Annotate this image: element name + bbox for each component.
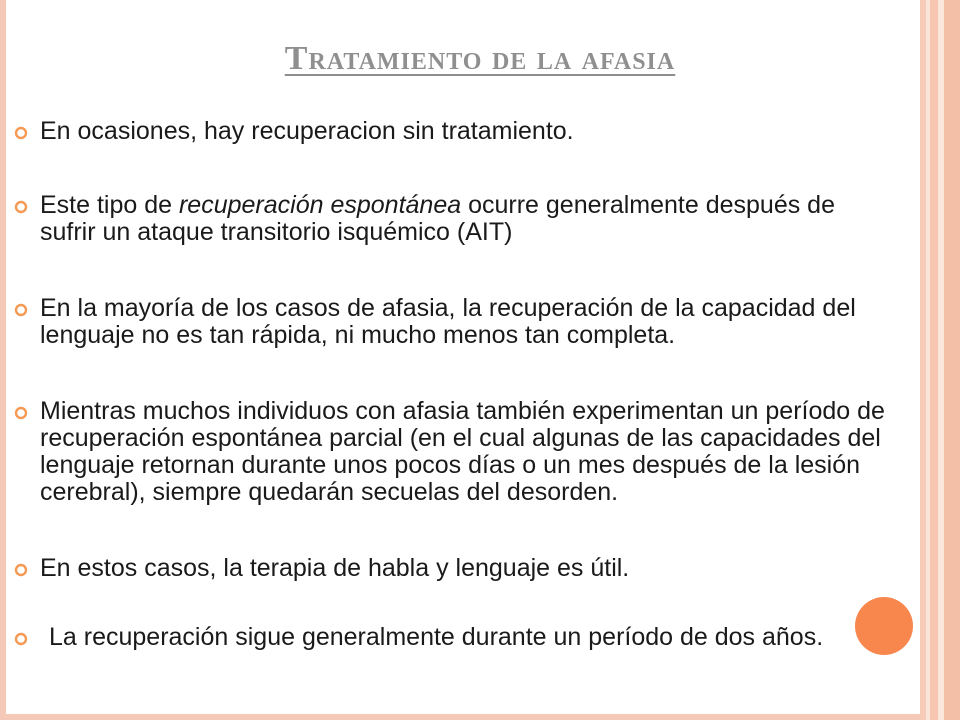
slide-title: Tratamiento de la afasia [284,40,676,77]
left-border [0,0,6,720]
circle-bullet-icon [14,200,28,214]
right-stripe [944,0,960,720]
bullet-text: La recuperación sigue generalmente durante un período de dos años. [49,623,824,651]
circle-bullet-icon [14,126,28,140]
bullet-text: En estos casos, la terapia de habla y lenguaje es útil. [40,554,630,582]
bullet-item [14,624,894,651]
bullet-item [14,192,894,246]
bullet-item [14,398,894,506]
circle-bullet-icon [14,303,28,317]
bottom-border [0,714,920,720]
circle-bullet-icon [14,632,28,646]
bullet-item [14,555,894,582]
bullet-text: Este tipo de [40,191,179,219]
bullet-text: ocurre generalmente después de sufrir un ataque transitorio isquémico (AIT) [40,191,835,246]
bullet-item [14,295,894,349]
circle-bullet-icon [14,406,28,420]
bullet-text: Mientras muchos individuos con afasia también experimentan un período de recuperación espontánea parcial (en el cual algunas de las capacidades del lenguaje retornan durante unos pocos días o un mes después de la lesión cerebral), siempre quedarán secuelas del desorden. [40,397,885,506]
bullet-item [14,118,894,145]
circle-bullet-icon [14,563,28,577]
right-stripe [930,0,938,720]
bullet-text: En la mayoría de los casos de afasia, la recuperación de la capacidad del lenguaje no es tan rápida, ni mucho menos tan completa. [40,294,856,349]
bullet-text: En ocasiones, hay recuperacion sin tratamiento. [40,117,574,145]
bullet-text-emphasis: recuperación espontánea [178,191,462,219]
bullet-list [14,118,894,651]
